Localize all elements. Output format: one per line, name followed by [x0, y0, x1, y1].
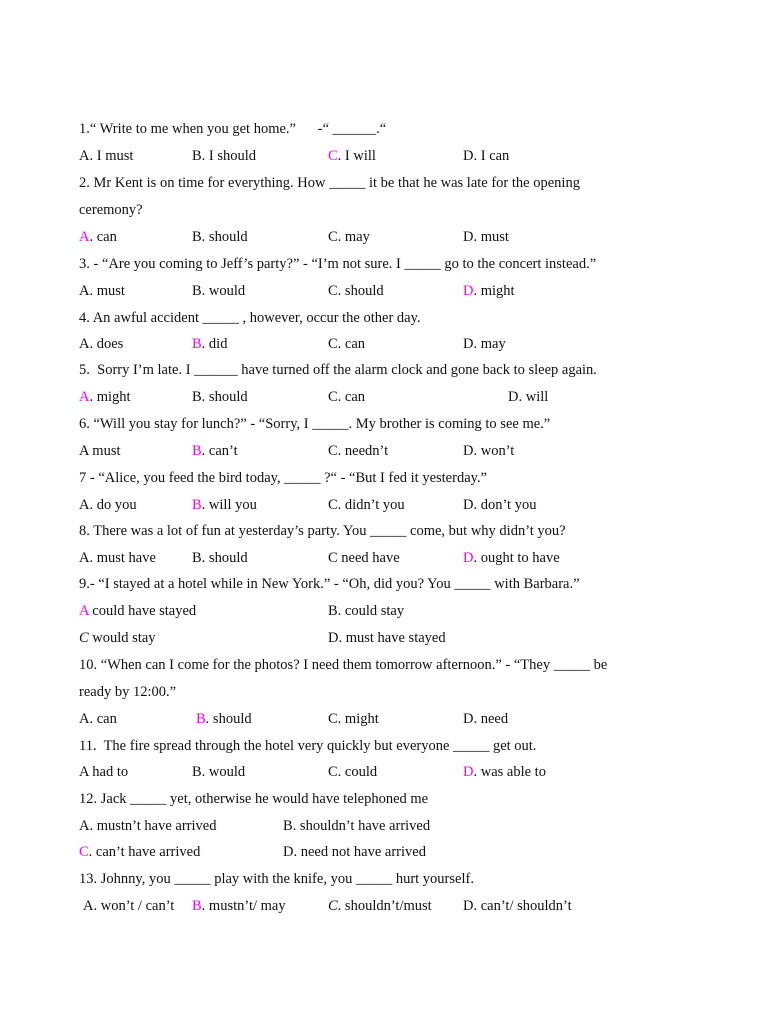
option-separator: .: [205, 711, 213, 727]
option-separator: .: [473, 229, 481, 245]
option-separator: .: [337, 898, 345, 914]
option-separator: .: [89, 550, 97, 566]
option-text: shouldn’t have arrived: [299, 818, 431, 834]
question-13-option-d: [463, 897, 572, 915]
question-11-option-c: [328, 763, 377, 781]
option-letter: C: [328, 336, 338, 352]
option-separator: .: [89, 283, 97, 299]
question-7-option-d: [463, 496, 536, 514]
question-12-option-a: [79, 817, 216, 835]
question-12-option-c: [79, 843, 200, 861]
question-10-option-d: [463, 710, 508, 728]
option-separator: .: [473, 711, 481, 727]
question-5-option-b: [192, 388, 248, 406]
option-text: will: [525, 389, 549, 405]
option-separator: .: [89, 148, 97, 164]
question-2-option-a: [79, 228, 117, 246]
option-text: would: [208, 283, 246, 299]
question-8-option-b: [192, 549, 248, 567]
option-text: I should: [208, 148, 257, 164]
option-separator: .: [473, 550, 481, 566]
option-letter: B: [192, 389, 202, 405]
question-1-option-c: [328, 147, 376, 165]
question-9-option-c: [79, 629, 156, 647]
option-text: won’t: [480, 443, 515, 459]
question-12-stem: 12. Jack _____ yet, otherwise he would have telephoned me: [79, 791, 429, 807]
question-13-option-c: [328, 897, 432, 915]
question-10-stem: ready by 12:00.”: [79, 684, 177, 700]
option-text: might: [480, 283, 515, 299]
option-separator: .: [337, 336, 345, 352]
question-11-stem: 11. The fire spread through the hotel very quickly but everyone _____ get out.: [79, 738, 537, 754]
option-text: I must: [96, 148, 134, 164]
question-13-stem: 13. Johnny, you _____ play with the knife, you _____ hurt yourself.: [79, 871, 474, 887]
option-text: would stay: [92, 630, 156, 646]
question-7-stem: 7 - “Alice, you feed the bird today, _____ ?“ - “But I fed it yesterday.”: [79, 470, 487, 486]
question-6-option-d: [463, 442, 514, 460]
question-8-option-c: [328, 549, 400, 567]
option-separator: .: [201, 764, 209, 780]
question-5-option-d: [508, 388, 548, 406]
question-10-option-b: [196, 710, 252, 728]
option-text: would: [208, 764, 246, 780]
option-separator: .: [89, 818, 97, 834]
option-separator: .: [337, 229, 345, 245]
question-12-option-b: [283, 817, 430, 835]
question-2-stem: ceremony?: [79, 202, 143, 218]
option-separator: .: [337, 283, 345, 299]
question-3-stem: 3. - “Are you coming to Jeff’s party?” - “I’m not sure. I _____ go to the concert instead.”: [79, 256, 597, 272]
option-letter: A: [79, 283, 90, 299]
option-separator: .: [89, 711, 97, 727]
question-5-option-a: [79, 388, 131, 406]
option-letter: A: [79, 443, 89, 459]
question-2-option-b: [192, 228, 248, 246]
option-text: may: [344, 229, 370, 245]
question-2-option-c: [328, 228, 370, 246]
option-letter: D: [283, 844, 294, 860]
option-letter: B: [192, 148, 202, 164]
question-10-option-a: [79, 710, 117, 728]
option-text: can’t/ shouldn’t: [480, 898, 572, 914]
option-text: should: [208, 229, 248, 245]
question-1-stem: 1.“ Write to me when you get home.” -“ ______.“: [79, 121, 387, 137]
option-letter: C: [328, 148, 338, 164]
option-separator: .: [518, 389, 526, 405]
option-separator: .: [201, 898, 209, 914]
option-text: do you: [96, 497, 137, 513]
option-text: should: [208, 550, 248, 566]
option-separator: .: [93, 898, 101, 914]
question-11-option-d: [463, 763, 546, 781]
option-separator: .: [473, 283, 481, 299]
option-separator: .: [338, 630, 346, 646]
option-letter: C: [328, 443, 338, 459]
option-separator: .: [292, 818, 300, 834]
question-10-stem: 10. “When can I come for the photos? I need them tomorrow afternoon.” - “They _____ be: [79, 657, 608, 673]
option-separator: .: [337, 148, 345, 164]
option-text: must: [92, 443, 121, 459]
option-text: need have: [341, 550, 400, 566]
option-separator: .: [89, 389, 97, 405]
option-text: must: [480, 229, 509, 245]
option-text: I will: [344, 148, 376, 164]
option-separator: .: [473, 336, 481, 352]
question-6-stem: 6. “Will you stay for lunch?” - “Sorry, I _____. My brother is coming to see me.”: [79, 416, 551, 432]
option-text: mustn’t/ may: [208, 898, 286, 914]
option-text: must have stayed: [345, 630, 446, 646]
option-text: can: [96, 711, 117, 727]
option-letter: C: [328, 711, 338, 727]
option-letter: B: [192, 229, 202, 245]
option-text: might: [96, 389, 131, 405]
option-letter: A: [79, 550, 90, 566]
question-7-option-c: [328, 496, 405, 514]
option-text: mustn’t have arrived: [96, 818, 217, 834]
option-text: can’t have arrived: [95, 844, 201, 860]
question-2-stem: 2. Mr Kent is on time for everything. How _____ it be that he was late for the opening: [79, 175, 580, 191]
option-text: should: [212, 711, 252, 727]
option-text: must have: [96, 550, 156, 566]
option-letter: A: [83, 898, 94, 914]
option-letter: D: [463, 898, 474, 914]
option-letter: D: [463, 711, 474, 727]
option-letter: A: [79, 818, 90, 834]
question-9-option-b: [328, 602, 404, 620]
option-text: had to: [92, 764, 129, 780]
option-separator: .: [88, 844, 96, 860]
option-separator: .: [201, 148, 209, 164]
option-letter: A: [79, 389, 90, 405]
option-separator: .: [473, 443, 481, 459]
question-8-stem: 8. There was a lot of fun at yesterday’s party. You _____ come, but why didn’t you?: [79, 523, 566, 539]
question-3-option-a: [79, 282, 125, 300]
option-text: must: [96, 283, 125, 299]
option-text: shouldn’t/must: [344, 898, 432, 914]
question-4-option-d: [463, 335, 506, 353]
option-letter: D: [463, 283, 474, 299]
question-1-option-a: [79, 147, 133, 165]
option-letter: A: [79, 148, 90, 164]
option-separator: .: [89, 229, 97, 245]
option-separator: .: [201, 283, 209, 299]
option-separator: .: [89, 497, 97, 513]
question-6-option-c: [328, 442, 388, 460]
option-text: ought to have: [480, 550, 560, 566]
option-text: didn’t you: [344, 497, 405, 513]
question-13-option-b: [192, 897, 286, 915]
question-11-option-a: [79, 763, 128, 781]
option-text: can: [344, 336, 366, 352]
option-text: was able to: [480, 764, 546, 780]
option-separator: .: [337, 443, 345, 459]
option-text: can’t: [208, 443, 238, 459]
question-1-option-d: [463, 147, 509, 165]
question-13-option-a: [83, 897, 174, 915]
question-12-option-d: [283, 843, 426, 861]
option-letter: A: [79, 336, 90, 352]
option-text: should: [344, 283, 384, 299]
question-8-option-d: [463, 549, 560, 567]
question-5-option-c: [328, 388, 365, 406]
option-text: may: [480, 336, 506, 352]
option-letter: D: [463, 497, 474, 513]
question-9-stem: 9.- “I stayed at a hotel while in New York.” - “Oh, did you? You _____ with Barbara.”: [79, 576, 580, 592]
question-3-option-b: [192, 282, 245, 300]
question-3-option-c: [328, 282, 384, 300]
option-letter: C: [328, 229, 338, 245]
option-text: need: [480, 711, 509, 727]
option-text: needn’t: [344, 443, 389, 459]
question-4-option-c: [328, 335, 365, 353]
option-letter: B: [192, 550, 202, 566]
option-text: need not have arrived: [300, 844, 426, 860]
question-2-option-d: [463, 228, 509, 246]
option-letter: B: [192, 443, 202, 459]
option-letter: D: [508, 389, 519, 405]
option-text: does: [96, 336, 124, 352]
option-letter: B: [196, 711, 206, 727]
option-letter: C: [328, 550, 338, 566]
question-9-option-a: [79, 602, 196, 620]
option-separator: .: [337, 764, 345, 780]
option-separator: .: [473, 764, 481, 780]
option-letter: B: [192, 764, 202, 780]
option-separator: .: [473, 898, 481, 914]
option-separator: .: [201, 550, 209, 566]
option-separator: .: [473, 148, 481, 164]
option-letter: C: [328, 389, 338, 405]
option-separator: .: [337, 603, 345, 619]
option-separator: .: [473, 497, 481, 513]
question-4-option-b: [192, 335, 227, 353]
option-letter: C: [79, 630, 89, 646]
option-letter: A: [79, 711, 90, 727]
option-text: did: [208, 336, 228, 352]
option-letter: D: [463, 229, 474, 245]
option-text: will you: [208, 497, 257, 513]
option-text: could stay: [344, 603, 405, 619]
question-9-option-d: [328, 629, 446, 647]
option-letter: D: [328, 630, 339, 646]
option-letter: B: [328, 603, 338, 619]
question-6-option-a: [79, 442, 121, 460]
option-text: could have stayed: [92, 603, 197, 619]
option-separator: .: [89, 336, 97, 352]
question-7-option-a: [79, 496, 137, 514]
option-letter: D: [463, 443, 474, 459]
question-5-stem: 5. Sorry I’m late. I ______ have turned off the alarm clock and gone back to sleep again.: [79, 362, 597, 378]
option-letter: A: [79, 229, 90, 245]
question-4-option-a: [79, 335, 123, 353]
option-text: should: [208, 389, 248, 405]
option-letter: B: [192, 497, 202, 513]
question-6-option-b: [192, 442, 238, 460]
question-4-stem: 4. An awful accident _____ , however, occur the other day.: [79, 310, 421, 326]
question-10-option-c: [328, 710, 379, 728]
option-letter: A: [79, 764, 89, 780]
option-letter: B: [192, 283, 202, 299]
option-separator: .: [201, 336, 209, 352]
option-text: I can: [480, 148, 510, 164]
option-separator: .: [337, 711, 345, 727]
option-letter: B: [192, 898, 202, 914]
option-text: might: [344, 711, 379, 727]
option-separator: .: [201, 443, 209, 459]
option-separator: .: [201, 389, 209, 405]
option-text: could: [344, 764, 378, 780]
option-separator: .: [293, 844, 301, 860]
option-letter: B: [192, 336, 202, 352]
option-letter: D: [463, 550, 474, 566]
option-letter: D: [463, 148, 474, 164]
option-letter: A: [79, 497, 90, 513]
option-letter: C: [328, 764, 338, 780]
question-3-option-d: [463, 282, 515, 300]
option-letter: C: [328, 497, 338, 513]
option-letter: D: [463, 336, 474, 352]
option-letter: C: [79, 844, 89, 860]
option-letter: A: [79, 603, 89, 619]
option-text: can: [344, 389, 366, 405]
question-1-option-b: [192, 147, 256, 165]
question-7-option-b: [192, 496, 257, 514]
question-8-option-a: [79, 549, 156, 567]
option-text: can: [96, 229, 117, 245]
option-letter: D: [463, 764, 474, 780]
question-11-option-b: [192, 763, 245, 781]
option-text: won’t / can’t: [100, 898, 175, 914]
option-separator: .: [201, 229, 209, 245]
option-separator: .: [337, 389, 345, 405]
option-separator: .: [201, 497, 209, 513]
option-letter: C: [328, 283, 338, 299]
option-text: don’t you: [480, 497, 537, 513]
option-letter: C: [328, 898, 338, 914]
option-letter: B: [283, 818, 293, 834]
option-separator: .: [337, 497, 345, 513]
